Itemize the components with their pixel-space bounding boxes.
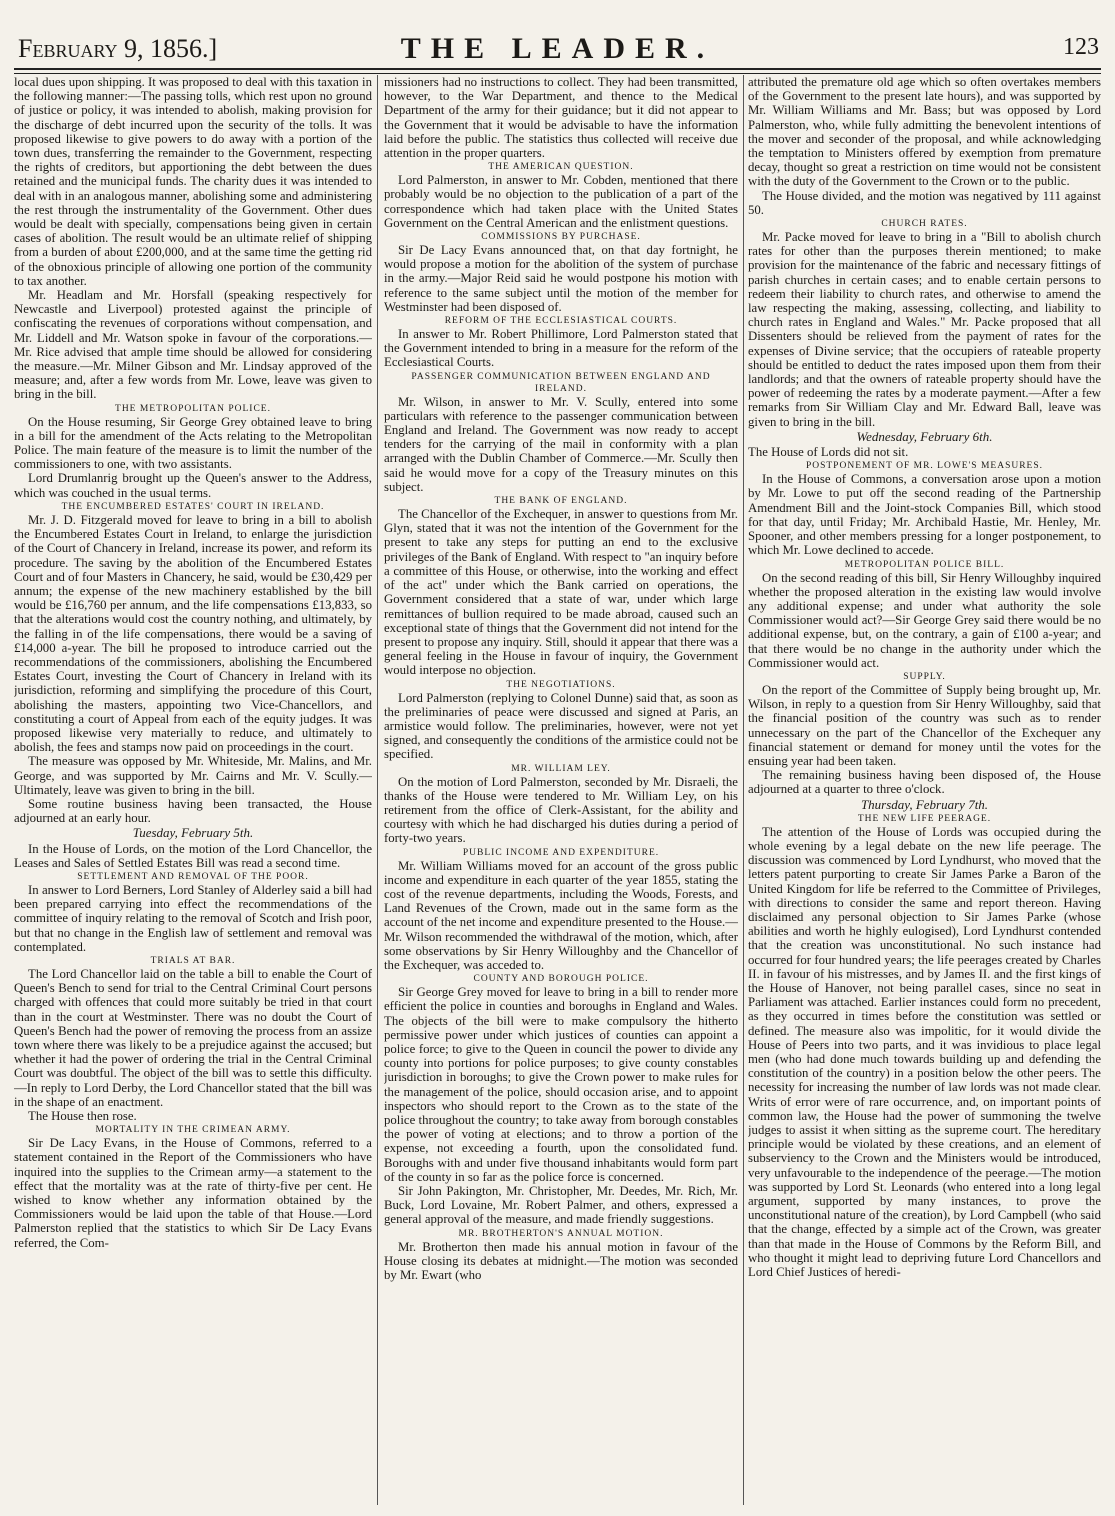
section-heading: MR. WILLIAM LEY. xyxy=(511,763,611,774)
paragraph: Mr. Packe moved for leave to bring in a "Bill to abolish church rates for other than the purposes therein mentioned; to make provision for the maintenance of the fabric and necessary fittings of parish churches in certain cases; and to enable certain persons to redeem their liability to church rates, and otherwise to amend the law respecting the making, assessing, collecting, and liability to church rates in England and Wales." Mr. Packe proposed that all Dissenters should be relieved from the payment of rates for the expenses of Divine service; that the occupiers of rateable property should be entitled to deduct the rates imposed upon them from their landlords; and that the owners of rateable property should have the power of redeeming the rates by a moderate payment.—After a few remarks from Sir William Clay and Mr. Edward Ball, leave was given to bring in the bill. xyxy=(748,230,1101,429)
section-heading: THE BANK OF ENGLAND. xyxy=(494,496,628,507)
section-heading: PASSENGER COMMUNICATION BETWEEN ENGLAND AND IRELAND. xyxy=(411,371,711,394)
section-heading: SUPPLY. xyxy=(903,671,946,682)
masthead-rule xyxy=(14,68,1101,74)
paragraph: Sir George Grey moved for leave to bring in a bill to render more efficient the police in counties and boroughs in England and Wales. The objects of the bill were to make compulsory the hitherto permissive power under which justices of counties can appoint a police force; to give to the Queen in council the power to divide any county into portions for police purposes; to give county constables jurisdiction in boroughs; to give the Crown power to make rules for the management of the police, should occasion arise, and to appoint inspectors who should report to the Crown as to the state of the police throughout the country; to take away from borough constables the power of voting at elections; and to throw a portion of the expense, not exceeding a fourth, upon the consolidated fund. Boroughs with and under five thousand inhabitants would form part of the county in so far as the police force is concerned. xyxy=(384,985,738,1184)
paragraph: Lord Palmerston, in answer to Mr. Cobden, mentioned that there probably would be no objection to the publication of a part of the correspondence which had taken place with the United States Government on the Central American and the enlistment questions. xyxy=(384,173,738,230)
paragraph: Mr. Headlam and Mr. Horsfall (speaking respectively for Newcastle and Liverpool) protested against the principle of confiscating the revenues of corporations without compensation, and Mr. Liddell and Mr. Watson spoke in favour of the corporations.—Mr. Rice advised that ample time should be allowed for considering the measure.—Mr. Milner Gibson and Mr. Lindsay approved of the measure; and, after a few words from Mr. Lowe, leave was given to bring in the bill. xyxy=(14,288,372,402)
column-3 xyxy=(748,75,1101,1505)
paragraph: On the House resuming, Sir George Grey obtained leave to bring in a bill for the amendment of the Acts relating to the Metropolitan Police. The main feature of the measure is to limit the number of the commissioners to one, with two assistants. xyxy=(14,414,372,472)
paragraph: On the report of the Committee of Supply being brought up, Mr. Wilson, in reply to a question from Sir Henry Willoughby, said that the financial position of the country was such as to render unnecessary on the part of the Chancellor of the Exchequer any financial statement or demand for money until the votes for the ensuing year had been taken. xyxy=(748,682,1101,768)
paragraph: The House divided, and the motion was negatived by 111 against 50. xyxy=(748,188,1101,217)
section-heading: THE NEW LIFE PEERAGE. xyxy=(857,813,992,824)
paragraph: In answer to Lord Berners, Lord Stanley of Alderley said a bill had been prepared carrying into effect the recommendations of the committee of inquiry relating to the removal of Scotch and Irish poor, but that no change in the English law of settlement and removal was contemplated. xyxy=(14,882,372,954)
paragraph: Sir De Lacy Evans, in the House of Commons, referred to a statement contained in the Report of the Commissioners who have inquired into the supplies to the Crimean army—a statement to the effect that the mortality was at the rate of thirty-five per cent. He wished to know whether any information obtained by the Commissioners would be laid upon the table of that House.—Lord Palmerston replied that the statistics to which Sir De Lacy Evans referred, the Com- xyxy=(14,1136,372,1250)
column-2 xyxy=(384,75,738,1505)
dateline: Thursday, February 7th. xyxy=(860,796,989,812)
section-heading: CHURCH RATES. xyxy=(881,219,968,230)
section-heading: MORTALITY IN THE CRIMEAN ARMY. xyxy=(95,1125,291,1136)
paragraph: The Chancellor of the Exchequer, in answer to questions from Mr. Glyn, stated that it was not the intention of the Government for the present to take any steps for putting an end to the exclusive privileges of the Bank of England. With respect to "an inquiry before a committee of this House, or otherwise, into the working and effect of the act" under which the Bank carried on operations, the Government considered that a state of war, under which large remittances of bullion required to be made abroad, caused such an exceptional state of things that the Government did not intend for the present to propose any inquiry. Still, should it appear that there was a general feeling in the House in favour of inquiry, the Government would interpose no objection. xyxy=(384,507,738,678)
paragraph: On the second reading of this bill, Sir Henry Willoughby inquired whether the proposed alteration in the existing law would involve any additional expense; and under what authority the sole Commissioner would act?—Sir George Grey said there would be no additional expense, but, on the contrary, a gain of £100 a-year; and that there would be no change in the authority under which the Commissioner would act. xyxy=(748,570,1101,670)
paragraph: Mr. William Williams moved for an account of the gross public income and expenditure in each quarter of the year 1855, stating the cost of the revenue departments, including the Woods, Forests, and Land Revenues of the Crown, made out in the same form as the account of the net income and expenditure presented to the House.—Mr. Wilson recommended the withdrawal of the motion, which, after some observations by Sir Henry Willoughby and the Chancellor of the Exchequer, was acceded to. xyxy=(384,858,738,972)
section-heading: COMMISSIONS BY PURCHASE. xyxy=(481,232,641,243)
column-divider xyxy=(377,75,378,1505)
dateline: Wednesday, February 6th. xyxy=(856,428,993,444)
masthead xyxy=(14,30,1101,66)
paragraph: The remaining business having been disposed of, the House adjourned at a quarter to three o'clock. xyxy=(748,768,1101,797)
section-heading: POSTPONEMENT OF MR. LOWE'S MEASURES. xyxy=(805,461,1044,472)
paragraph: The attention of the House of Lords was occupied during the whole evening by a legal debate on the new life peerage. The discussion was commenced by Lord Lyndhurst, who moved that the letters patent purporting to create Sir James Parke a Baron of the United Kingdom for life be referred to the Committee of Privileges, with directions to consider the same and report thereon. Having disclaimed any personal objection to Sir James Parke (whose abilities and worth he highly eulogised), Lord Lyndhurst contended that the creation was unconstitutional. No such instance had occurred for four hundred years; the life peerages created by Charles II. in favour of his mistresses, and by James II. and the first kings of the House of Hanover, not being parallel cases, since no seat in Parliament was attached. Earlier instances could form no precedent, as they occurred in times before the constitution was settled or defined. The measure also was impolitic, for it would divide the House of Peers into two parts, and it was invidious to place legal men (who had done much towards building up and defending the constitution of the country) in a position below the other peers. The necessity for increasing the number of law lords was not made clear. Writs of error were of rare occurrence, and, on important points of common law, the House had the power of summoning the twelve judges to assist it when sitting as the supreme court. The hereditary principle would be violated by these creations, and an element of subserviency to the Crown and the Ministers would be introduced, very unfavourable to the independence of the peerage.—The motion was supported by Lord St. Leonards (who entered into a long legal argument, supported by many instances, to prove the unconstitutional nature of the creation), by Lord Campbell (who said that the change, effected by a simple act of the Crown, was greater than that made in the House of Commons by the Reform Bill, and who thought it might lead to depriving future Lord Chancellors and Lord Chief Justices of heredi- xyxy=(748,824,1101,1280)
paragraph: In the House of Commons, a conversation arose upon a motion by Mr. Lowe to put off the second reading of the Partnership Amendment Bill and the Joint-stock Companies Bill, which stood for that day, until Friday; Mr. Archibald Hastie, Mr. Henley, Mr. Spooner, and other members pressing for a longer postponement, to which Mr. Lowe declined to accede. xyxy=(748,472,1101,558)
section-heading: THE NEGOTIATIONS. xyxy=(506,679,616,690)
paragraph: Mr. Wilson, in answer to Mr. V. Scully, entered into some particulars with reference to the passenger communication between England and Ireland. The Government was now ready to accept tenders for the carrying of the mail in conformity with a plan arranged with the Dublin Chamber of Commerce.—Mr. Scully then said he would move for a copy of the Treasury minutes on this subject. xyxy=(384,394,738,494)
paragraph: local dues upon shipping. It was proposed to deal with this taxation in the following manner:—The passing tolls, which rest upon no ground of justice or policy, it was intended to abolish, making provision for the discharge of debt incurred upon the security of the tolls. It was proposed likewise to give powers to do away with a portion of the town dues, transferring the remainder to the Government, respecting the rights of creditors, but apportioning the debt between the dues retained and the municipal funds. The charity dues it was intended to deal with in an analogous manner, abolishing some and administering the rest through the instrumentality of the Government. Other dues would be dealt with specially, compensations being given in certain cases of abolition. The result would be an ultimate relief of shipping from a burden of about £200,000, and at the same time the getting rid of the obnoxious principle of allowing one portion of the community to tax another. xyxy=(14,75,372,288)
section-heading: MR. BROTHERTON'S ANNUAL MOTION. xyxy=(458,1228,664,1239)
paragraph: The measure was opposed by Mr. Whiteside, Mr. Malins, and Mr. George, and was supported by Mr. Cairns and Mr. V. Scully.—Ultimately, leave was given to bring in the bill. xyxy=(14,754,372,797)
paragraph: On the motion of Lord Palmerston, seconded by Mr. Disraeli, the thanks of the House were tendered to Mr. William Ley, on his retirement from the office of Clerk-Assistant, for the ability and courtesy with which he had discharged his duties during a period of forty-two years. xyxy=(384,774,738,846)
paragraph: Sir De Lacy Evans announced that, on that day fortnight, he would propose a motion for the abolition of the system of purchase in the army.—Major Reid said he would postpone his motion with reference to the same subject until the motion of the member for Westminster had been disposed of. xyxy=(384,243,738,314)
page-number: 123 xyxy=(1063,34,1099,60)
section-heading: THE METROPOLITAN POLICE. xyxy=(115,403,271,414)
paragraph: Mr. Brotherton then made his annual motion in favour of the House closing its debates at midnight.—The motion was seconded by Mr. Ewart (who xyxy=(384,1239,738,1283)
paragraph: The House of Lords did not sit. xyxy=(748,445,909,460)
section-heading: REFORM OF THE ECCLESIASTICAL COURTS. xyxy=(444,316,678,327)
issue-date: February 9, 1856.] xyxy=(18,34,218,63)
section-heading: PUBLIC INCOME AND EXPENDITURE. xyxy=(462,847,660,858)
column-1 xyxy=(14,75,372,1505)
newspaper-title: THE LEADER. xyxy=(400,32,715,65)
section-heading: THE AMERICAN QUESTION. xyxy=(488,162,634,173)
paragraph: Some routine business having been transacted, the House adjourned at an early hour. xyxy=(14,796,372,826)
paragraph: missioners had no instructions to collect. They had been transmitted, however, to the War Department, and thence to the Medical Department of the army for their guidance; but it did not appear to the Government that it would be advisable to have the information laid before the public. The statistics thus collected will receive due attention in the proper quarters. xyxy=(384,75,738,161)
paragraph: attributed the premature old age which so often overtakes members of the Government to the present late hours), and was supported by Mr. William Williams and Mr. Bass; but was opposed by Lord Palmerston, who, while fully admitting the benevolent intentions of the mover and seconder of the proposal, and while acknowledging the temptation to Ministers offered by exemption from premature decay, thought so great a restriction on time would not be consistent with the duty of the Government to the Crown or to the public. xyxy=(748,75,1101,189)
dateline: Tuesday, February 5th. xyxy=(132,825,254,841)
section-heading: SETTLEMENT AND REMOVAL OF THE POOR. xyxy=(77,871,309,882)
section-heading: THE ENCUMBERED ESTATES' COURT IN IRELAND. xyxy=(61,501,325,512)
paragraph: Lord Drumlanrig brought up the Queen's answer to the Address, which was couched in the usual terms. xyxy=(14,471,372,500)
paragraph: Lord Palmerston (replying to Colonel Dunne) said that, as soon as the preliminaries of peace were discussed and signed at Paris, an armistice would follow. The preliminaries, however, were not yet signed, and consequently the conditions of the armistice could not be specified. xyxy=(384,690,738,762)
paragraph: In the House of Lords, on the motion of the Lord Chancellor, the Leases and Sales of Settled Estates Bill was read a second time. xyxy=(14,841,372,870)
section-heading: METROPOLITAN POLICE BILL. xyxy=(844,559,1005,570)
paragraph: The House then rose. xyxy=(28,1109,137,1124)
column-divider xyxy=(743,75,744,1505)
section-heading: COUNTY AND BOROUGH POLICE. xyxy=(473,974,649,985)
paragraph: In answer to Mr. Robert Phillimore, Lord Palmerston stated that the Government intended to bring in a measure for the reform of the Ecclesiastical Courts. xyxy=(384,327,738,370)
paragraph: The Lord Chancellor laid on the table a bill to enable the Court of Queen's Bench to send for trial to the Central Criminal Court persons charged with offences that could more suitably be tried in that court than in the court at Westminster. There was no doubt the Court of Queen's Bench had the power of removing the process from an assize town where there was likely to be a prejudice against the accused; but whether it had the power of ordering the trial in the Central Criminal Court was doubtful. The object of the bill was to settle this difficulty.—In reply to Lord Derby, the Lord Chancellor stated that the bill was in the shape of an enactment. xyxy=(14,966,372,1109)
paragraph: Mr. J. D. Fitzgerald moved for leave to bring in a bill to abolish the Encumbered Estates Court in Ireland, to enlarge the jurisdiction of the Court of Chancery in Ireland, increase its power, and reform its procedure. The saving by the abolition of the Encumbered Estates Court and of four Masters in Chancery, he said, would be £30,429 per annum; the expense of the new machinery established by the bill would be £16,760 per annum, and the life compensations £13,833, so that the alterations would cost the country nothing, and ultimately, by the falling in of the life compensations, there would be a saving of £14,000 a-year. The bill he proposed to introduce carried out the recommendations of the commissioners, abolishing the Encumbered Estates Court, investing the Court of Chancery in Ireland with its jurisdiction, reforming and simplifying the procedure of this Court, abolishing the masters, appointing two Vice-Chancellors, and constituting a court of Appeal from each of the equity judges. It was proposed likewise very materially to reduce, and ultimately to abolish, the fees and stamps now paid on proceedings in the court. xyxy=(14,512,372,755)
section-heading: TRIALS AT BAR. xyxy=(150,955,236,966)
paragraph: Sir John Pakington, Mr. Christopher, Mr. Deedes, Mr. Rich, Mr. Buck, Lord Lovaine, Mr. Robert Palmer, and others, expressed a general approval of the measure, and made friendly suggestions. xyxy=(384,1184,738,1227)
